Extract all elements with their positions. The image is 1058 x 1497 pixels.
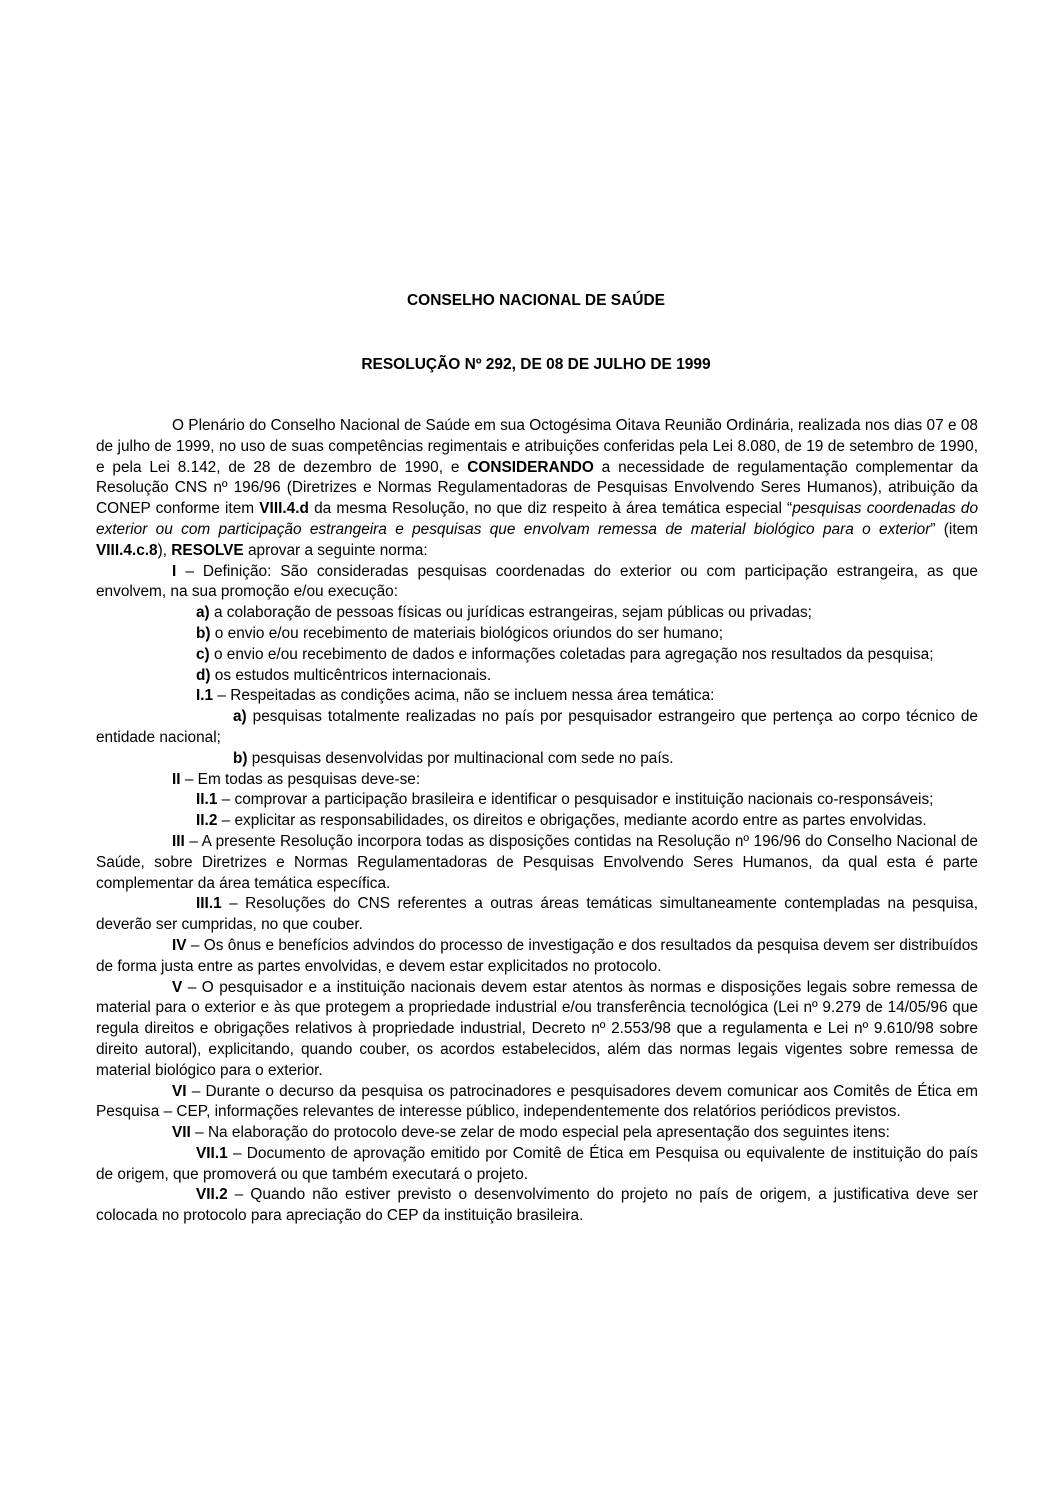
item-iv <box>96 936 978 978</box>
item-i-text: – Definição: São consideradas pesquisas coordenadas do exterior ou com participação estrangeira, as que envolvem, na sua promoção e/ou execução: <box>96 562 978 601</box>
item-ii <box>96 770 978 791</box>
item-i-a <box>96 603 978 624</box>
item-iii-text: – A presente Resolução incorpora todas as disposições contidas na Resolução nº 196/96 do Conselho Nacional de Saúde, sobre Diretrizes e Normas Regulamentadoras de Pesquisas Envolvendo Seres Humanos, da qual esta é parte complementar da área temática específica. <box>96 832 978 892</box>
item-vii-text: – Na elaboração do protocolo deve-se zelar de modo especial pela apresentação dos seguintes itens: <box>190 1124 890 1142</box>
item-ii2-label: II.2 <box>196 812 218 830</box>
item-ii1-text: – comprovar a participação brasileira e identificar o pesquisador e instituição nacionais co-responsáveis; <box>217 791 934 809</box>
item-iii <box>96 832 978 894</box>
item-iii-1 <box>96 894 978 936</box>
item-d-text: os estudos multicêntricos internacionais. <box>210 666 492 684</box>
item-i1b-text: pesquisas desenvolvidas por multinacional com sede no país. <box>247 749 674 767</box>
item-reference-1: VIII.4.d <box>259 500 309 518</box>
council-heading: CONSELHO NACIONAL DE SAÚDE <box>406 292 666 309</box>
item-iii-label: III <box>172 832 185 850</box>
considerando-keyword: CONSIDERANDO <box>467 458 594 476</box>
item-vii1-label: VII.1 <box>196 1144 228 1162</box>
item-ii-1 <box>96 790 978 811</box>
item-a-text: a colaboração de pessoas físicas ou jurídicas estrangeiras, sejam públicas ou privadas; <box>209 604 812 622</box>
preamble-text-4: ” (item <box>930 520 978 538</box>
preamble-text-1: O Plenário do Conselho Nacional de Saúde em sua Octogésima Oitava Reunião Ordinária, realizada nos dias 07 e 08 de julho de 1999, no uso de suas competências regimentais e atribuições conferidas pela Lei 8.080, de 19 de setembro de 1990, e pela Lei 8.142, de 28 de dezembro de 1990, e <box>96 417 978 476</box>
item-iii1-text: – Resoluções do CNS referentes a outras áreas temáticas simultaneamente contempladas na pesquisa, deverão ser cumpridas, no que couber. <box>96 895 978 934</box>
item-vii-2 <box>96 1185 978 1227</box>
item-ii-text: – Em todas as pesquisas deve-se: <box>180 770 421 788</box>
item-i1-text: – Respeitadas as condições acima, não se incluem nessa área temática: <box>213 687 715 705</box>
item-c-label: c) <box>196 645 210 663</box>
item-i1b-label: b) <box>233 749 248 767</box>
item-iii1-label: III.1 <box>196 895 222 913</box>
item-vii2-label: VII.2 <box>196 1186 228 1204</box>
item-v-text: – O pesquisador e a instituição nacionais devem estar atentos às normas e disposições legais sobre remessa de material para o exterior e às que protegem a propriedade industrial e/ou transferência tecnológica (Lei nº 9.279 de 14/05/96 que regula direitos e obrigações relativos à propriedade industrial, Decreto nº 2.553/98 que a regulamenta e Lei nº 9.610/98 sobre direito autoral), explicitando, quando couber, os acordos estabelecidos, além das normas legais vigentes sobre remessa de material biológico para o exterior. <box>96 978 978 1079</box>
item-b-label: b) <box>196 624 211 642</box>
item-a-label: a) <box>196 604 210 622</box>
item-ii1-label: II.1 <box>196 791 218 809</box>
thematic-area: pesquisas coordenadas do exterior ou com participação estrangeira e pesquisas que envolvam remessa de material biológico para o exterior <box>96 500 978 538</box>
item-i-label: I <box>172 562 177 580</box>
item-vii-label: VII <box>172 1124 191 1142</box>
item-ii-label: II <box>172 770 181 788</box>
preamble-text-2: a necessidade de regulamentação complementar da Resolução CNS nº 196/96 (Diretrizes e Normas Regulamentadoras de Pesquisas Envolvendo Seres Humanos), atribuição da CONEP conforme item <box>96 458 978 518</box>
item-ii2-text: – explicitar as responsabilidades, os direitos e obrigações, mediante acordo entre as partes envolvidas. <box>217 812 927 830</box>
item-i-b <box>96 624 978 645</box>
preamble-paragraph <box>96 416 978 562</box>
item-vi <box>96 1082 978 1124</box>
preamble-text-6: aprovar a seguinte norma: <box>243 541 428 559</box>
item-vii2-text: – Quando não estiver previsto o desenvolvimento do projeto no país de origem, a justificativa deve ser colocada no protocolo para apreciação do CEP da instituição brasileira. <box>96 1186 978 1225</box>
item-i <box>96 562 978 604</box>
item-vii-1 <box>96 1144 978 1186</box>
item-b-text: o envio e/ou recebimento de materiais biológicos oriundos do ser humano; <box>210 624 723 642</box>
item-i-1-a <box>96 707 978 749</box>
preamble-text-5: ), <box>157 541 172 559</box>
item-ii-2 <box>96 811 978 832</box>
item-iv-label: IV <box>172 936 187 954</box>
item-i1a-label: a) <box>233 708 247 726</box>
item-i1-label: I.1 <box>196 687 214 705</box>
item-vii1-text: – Documento de aprovação emitido por Comitê de Ética em Pesquisa ou equivalente de instituição do país de origem, que promoverá ou que também executará o projeto. <box>96 1144 978 1183</box>
item-vi-label: VI <box>172 1082 187 1100</box>
document-body <box>96 416 978 1227</box>
item-vii <box>96 1123 978 1144</box>
item-d-label: d) <box>196 666 211 684</box>
resolve-keyword: RESOLVE <box>171 541 244 559</box>
item-i-1 <box>96 686 978 707</box>
item-i-1-b <box>96 749 978 770</box>
item-v <box>96 978 978 1082</box>
item-iv-text: – Os ônus e benefícios advindos do processo de investigação e dos resultados da pesquisa devem ser distribuídos de forma justa entre as partes envolvidas, e devem estar explicitados no protocolo. <box>96 936 978 975</box>
resolution-title: RESOLUÇÃO Nº 292, DE 08 DE JULHO DE 1999 <box>361 356 711 373</box>
item-vi-text: – Durante o decurso da pesquisa os patrocinadores e pesquisadores devem comunicar aos Comitês de Ética em Pesquisa – CEP, informações relevantes de interesse público, independentemente dos relatórios periódicos previstos. <box>96 1082 978 1121</box>
item-v-label: V <box>172 978 183 996</box>
item-i1a-text: pesquisas totalmente realizadas no país por pesquisador estrangeiro que pertença ao corpo técnico de entidade nacional; <box>96 708 978 746</box>
item-i-c <box>96 645 978 666</box>
item-reference-2: VIII.4.c.8 <box>96 541 158 559</box>
item-i-d <box>96 666 978 687</box>
item-c-text: o envio e/ou recebimento de dados e informações coletadas para agregação nos resultados da pesquisa; <box>209 645 934 663</box>
preamble-text-3: da mesma Resolução, no que diz respeito à área temática especial “ <box>308 500 793 518</box>
